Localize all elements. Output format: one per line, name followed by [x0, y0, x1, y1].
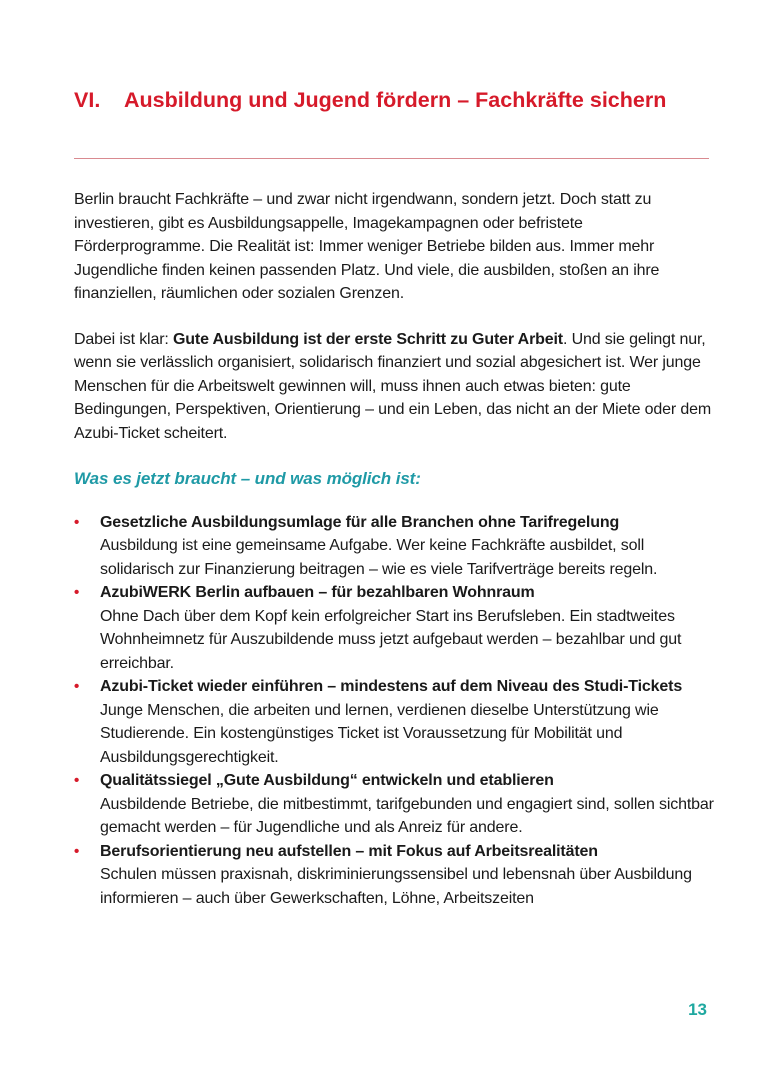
item-text: Ausbildung ist eine gemeinsame Aufgabe. Wer keine Fachkräfte ausbildet, soll solidarisch zur Finanzierung beitragen – wie es viele Tarifverträge bereits regeln. — [100, 537, 658, 578]
list-item — [74, 769, 714, 840]
page-number: 13 — [688, 1000, 707, 1019]
bullet-icon: • — [74, 513, 80, 531]
bullet-icon: • — [74, 842, 80, 860]
item-title: Azubi-Ticket wieder einführen – mindestens auf dem Niveau des Studi-Tickets — [100, 678, 683, 695]
list-item — [74, 581, 714, 675]
list-item — [74, 511, 714, 582]
body-text — [74, 188, 714, 910]
subheading: Was es jetzt braucht – und was möglich ist: — [74, 469, 421, 488]
list-item — [74, 840, 714, 911]
section-title: Ausbildung und Jugend fördern – Fachkräfte sichern — [124, 88, 667, 112]
item-text: Ausbildende Betriebe, die mitbestimmt, tarifgebunden und engagiert sind, sollen sichtbar gemacht werden – für Jugendliche und als Anreiz für andere. — [100, 795, 714, 836]
section-number: VI. — [74, 88, 101, 112]
bullet-icon: • — [74, 772, 80, 789]
claim-paragraph — [74, 328, 714, 446]
claim-lead: Dabei ist klar: — [74, 330, 173, 348]
intro-paragraph: Berlin braucht Fachkräfte – und zwar nicht irgendwann, sondern jetzt. Doch statt zu investieren, gibt es Ausbildungsappelle, Imagekampagnen oder befristete Förderprogramme. Die Realität ist: Immer weniger Betriebe bilden aus. Immer mehr Jugendliche finden keinen passenden Platz. Und viele, die ausbilden, stoßen an ihre finanziellen, räumlichen oder sozialen Grenzen. — [74, 191, 660, 302]
heading-divider — [74, 158, 709, 159]
item-title: Qualitätssiegel „Gute Ausbildung“ entwickeln und etablieren — [100, 772, 554, 789]
demands-list — [74, 511, 714, 911]
bullet-icon: • — [74, 584, 80, 601]
claim-rest: . Und sie gelingt nur, wenn sie verlässlich organisiert, solidarisch finanziert und sozial abgesichert ist. Wer junge Menschen für die Arbeitswelt gewinnen will, muss ihnen auch etwas bieten: gute Bedingungen, Perspektiven, Orientierung – und ein Leben, das nicht an der Miete oder dem Azubi-Ticket scheitert. — [74, 330, 712, 442]
list-item — [74, 675, 714, 769]
item-title: Berufsorientierung neu aufstellen – mit Fokus auf Arbeitsrealitäten — [100, 842, 598, 860]
item-text: Ohne Dach über dem Kopf kein erfolgreicher Start ins Berufsleben. Ein stadtweites Wohnheimnetz für Auszubildende muss jetzt aufgebaut werden – bezahlbar und gut erreichbar. — [100, 607, 682, 672]
item-title: Gesetzliche Ausbildungsumlage für alle Branchen ohne Tarifregelung — [100, 513, 620, 531]
item-text: Schulen müssen praxisnah, diskriminierungssensibel und lebensnah über Ausbildung informieren – auch über Gewerkschaften, Löhne, Arbeitszeiten — [100, 866, 692, 907]
item-text: Junge Menschen, die arbeiten und lernen, verdienen dieselbe Unterstützung wie Studierende. Ein kostengünstiges Ticket ist Voraussetzung für Mobilität und Ausbildungsgerechtigkeit. — [100, 701, 659, 766]
bullet-icon: • — [74, 678, 80, 695]
claim-bold: Gute Ausbildung ist der erste Schritt zu Guter Arbeit — [172, 330, 563, 348]
item-title: AzubiWERK Berlin aufbauen – für bezahlbaren Wohnraum — [100, 584, 535, 601]
